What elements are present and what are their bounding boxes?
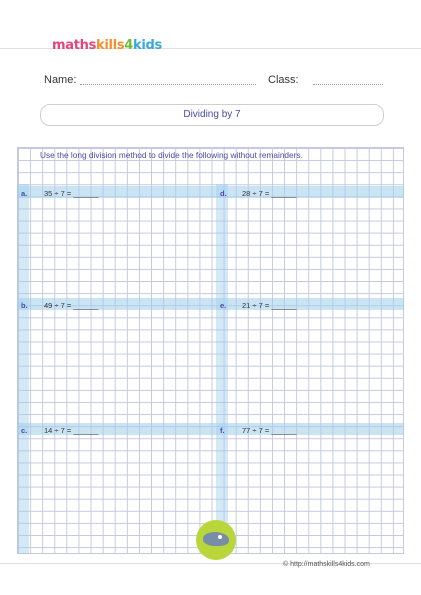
shark-eye xyxy=(218,535,222,539)
class-field[interactable] xyxy=(313,84,383,85)
problem-label: c. xyxy=(21,426,28,435)
problem-expression[interactable]: 49 ÷ 7 = ______ xyxy=(44,301,99,310)
footer-url: © http://mathskills4kids.com xyxy=(283,561,370,568)
problem-label: b. xyxy=(21,301,28,310)
brand-logo xyxy=(52,38,162,53)
problem-expression[interactable]: 28 ÷ 7 = ______ xyxy=(242,189,297,198)
instructions: Use the long division method to divide the following without remainders. xyxy=(40,150,303,160)
problem-expression[interactable]: 35 ÷ 7 = ______ xyxy=(44,189,99,198)
problem-label: f. xyxy=(220,426,225,435)
left-column-highlight xyxy=(17,184,29,554)
logo-kids: kids xyxy=(133,38,162,53)
problem-expression[interactable]: 14 ÷ 7 = ______ xyxy=(44,426,99,435)
logo-four: 4 xyxy=(124,38,134,53)
problem-label: d. xyxy=(220,189,227,198)
name-label: Name: xyxy=(44,74,77,86)
name-field[interactable] xyxy=(80,84,256,85)
logo-maths: maths xyxy=(52,38,97,53)
problem-label: a. xyxy=(21,189,28,198)
problem-expression[interactable]: 77 ÷ 7 = ______ xyxy=(242,426,297,435)
worksheet-title: Dividing by 7 xyxy=(40,104,384,126)
problem-label: e. xyxy=(220,301,227,310)
shark-body xyxy=(203,532,229,546)
problem-expression[interactable]: 21 ÷ 7 = ______ xyxy=(242,301,297,310)
right-column-highlight xyxy=(216,184,228,554)
graph-paper-grid xyxy=(17,147,404,554)
logo-skills: kills xyxy=(96,38,125,53)
class-label: Class: xyxy=(268,74,299,86)
